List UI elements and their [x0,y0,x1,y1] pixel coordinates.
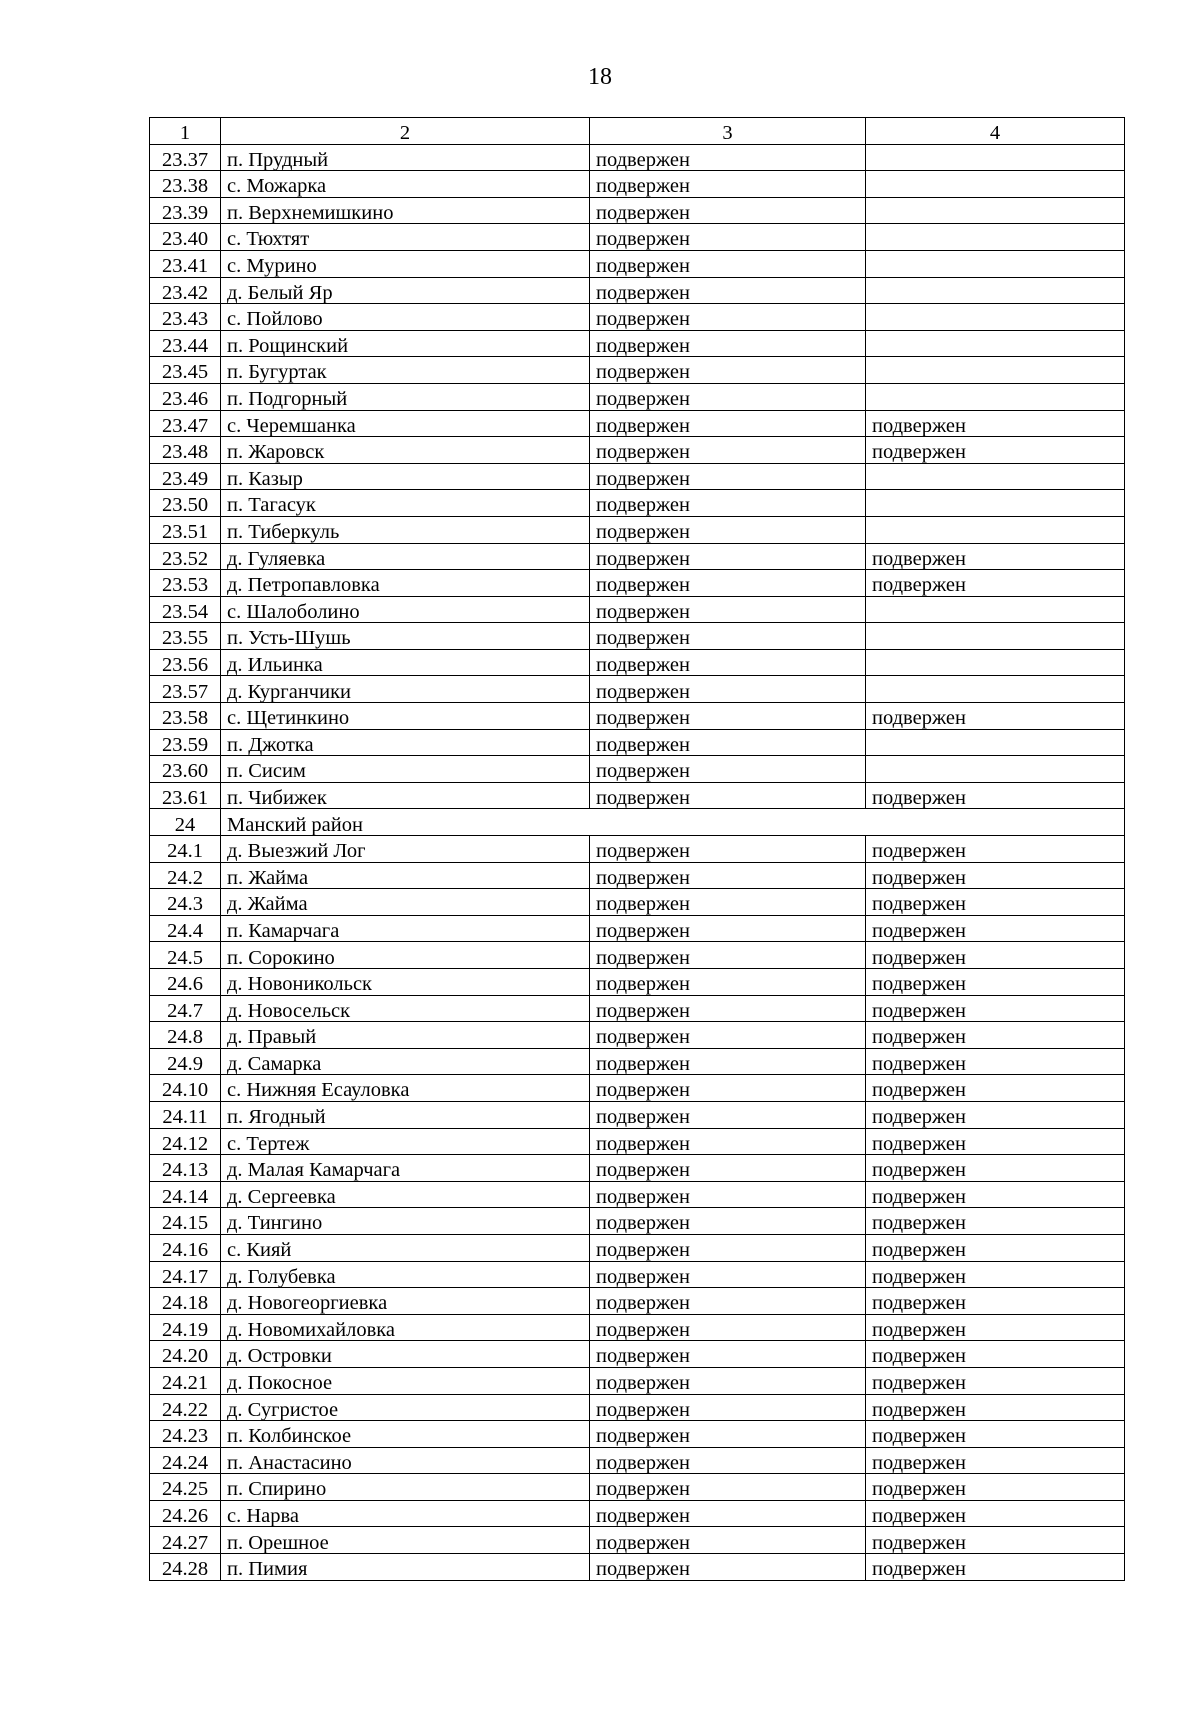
settlement-name-cell: п. Джотка [221,729,590,756]
column-3-status-cell: подвержен [590,596,866,623]
column-3-status-cell: подвержен [590,703,866,730]
table-row [150,1128,1125,1155]
row-number-cell: 23.61 [150,782,221,809]
table-row [150,1474,1125,1501]
settlement-name-cell: п. Сорокино [221,942,590,969]
table-row [150,144,1125,171]
row-number-cell: 24.1 [150,836,221,863]
settlement-name-cell: д. Новосельск [221,995,590,1022]
settlement-name-cell: с. Шалоболино [221,596,590,623]
column-3-status-cell: подвержен [590,649,866,676]
row-number-cell: 23.51 [150,516,221,543]
column-4-status-cell: подвержен [866,543,1125,570]
page-number: 18 [588,64,612,90]
row-number-cell: 24.24 [150,1447,221,1474]
column-4-status-cell: подвержен [866,1128,1125,1155]
table-row [150,1367,1125,1394]
column-4-status-cell: подвержен [866,1394,1125,1421]
settlement-name-cell: п. Сисим [221,756,590,783]
table-row [150,1341,1125,1368]
settlement-name-cell: п. Прудный [221,144,590,171]
settlement-name-cell: с. Можарка [221,171,590,198]
column-4-status-cell: подвержен [866,1261,1125,1288]
row-number-cell: 24.5 [150,942,221,969]
table-row [150,463,1125,490]
column-3-status-cell: подвержен [590,171,866,198]
row-number-cell: 24.16 [150,1234,221,1261]
settlement-name-cell: с. Черемшанка [221,410,590,437]
table-row [150,490,1125,517]
column-3-status-cell: подвержен [590,1500,866,1527]
settlement-name-cell: п. Колбинское [221,1421,590,1448]
row-number-cell: 24.3 [150,889,221,916]
row-number-cell: 24.17 [150,1261,221,1288]
column-4-status-cell: подвержен [866,437,1125,464]
column-3-status-cell: подвержен [590,1048,866,1075]
row-number-cell: 23.42 [150,277,221,304]
section-row [150,809,1125,836]
column-4-status-cell [866,250,1125,277]
row-number-cell: 24.9 [150,1048,221,1075]
settlement-name-cell: д. Ильинка [221,649,590,676]
column-4-status-cell: подвержен [866,1341,1125,1368]
table-row [150,942,1125,969]
settlements-table [149,117,1125,1581]
row-number-cell: 24.13 [150,1155,221,1182]
table-header-row [150,118,1125,145]
column-4-status-cell [866,330,1125,357]
table-row [150,889,1125,916]
settlement-name-cell: п. Анастасино [221,1447,590,1474]
table-row [150,330,1125,357]
column-3-status-cell: подвержен [590,729,866,756]
settlement-name-cell: п. Тагасук [221,490,590,517]
column-3-status-cell: подвержен [590,862,866,889]
row-number-cell: 24.20 [150,1341,221,1368]
settlement-name-cell: п. Тиберкуль [221,516,590,543]
row-number-cell: 23.46 [150,383,221,410]
column-3-status-cell: подвержен [590,1155,866,1182]
table-row [150,756,1125,783]
settlement-name-cell: д. Гуляевка [221,543,590,570]
column-3-status-cell: подвержен [590,1128,866,1155]
table-row [150,197,1125,224]
table-row [150,1394,1125,1421]
column-4-status-cell [866,649,1125,676]
column-3-status-cell: подвержен [590,1554,866,1581]
column-3-status-cell: подвержен [590,782,866,809]
settlement-name-cell: д. Новогеоргиевка [221,1288,590,1315]
column-4-status-cell: подвержен [866,1474,1125,1501]
settlement-name-cell: п. Подгорный [221,383,590,410]
row-number-cell: 23.52 [150,543,221,570]
row-number-cell: 23.55 [150,623,221,650]
settlement-name-cell: д. Курганчики [221,676,590,703]
column-4-status-cell: подвержен [866,1181,1125,1208]
table-row [150,1022,1125,1049]
column-header-4: 4 [866,118,1125,145]
row-number-cell: 24.10 [150,1075,221,1102]
table-row [150,570,1125,597]
column-3-status-cell: подвержен [590,1022,866,1049]
row-number-cell: 23.54 [150,596,221,623]
settlement-name-cell: п. Верхнемишкино [221,197,590,224]
table-row [150,1421,1125,1448]
column-3-status-cell: подвержен [590,1447,866,1474]
settlement-name-cell: д. Новоникольск [221,969,590,996]
settlement-name-cell: с. Нарва [221,1500,590,1527]
table-row [150,1314,1125,1341]
column-4-status-cell: подвержен [866,1421,1125,1448]
table-row [150,171,1125,198]
table-row [150,676,1125,703]
column-4-status-cell: подвержен [866,862,1125,889]
column-3-status-cell: подвержен [590,915,866,942]
row-number-cell: 23.49 [150,463,221,490]
column-header-3: 3 [590,118,866,145]
settlement-name-cell: д. Островки [221,1341,590,1368]
column-3-status-cell: подвержен [590,1421,866,1448]
column-header-1: 1 [150,118,221,145]
column-3-status-cell: подвержен [590,463,866,490]
column-4-status-cell [866,197,1125,224]
column-3-status-cell: подвержен [590,304,866,331]
table-row [150,357,1125,384]
settlement-name-cell: п. Пимия [221,1554,590,1581]
column-4-status-cell: подвержен [866,915,1125,942]
settlement-name-cell: п. Усть-Шушь [221,623,590,650]
settlement-name-cell: с. Тертеж [221,1128,590,1155]
column-4-status-cell: подвержен [866,1554,1125,1581]
table-row [150,543,1125,570]
table-row [150,250,1125,277]
table-row [150,437,1125,464]
table-row [150,1447,1125,1474]
column-4-status-cell: подвержен [866,1208,1125,1235]
table-row [150,1101,1125,1128]
column-4-status-cell: подвержен [866,969,1125,996]
column-4-status-cell: подвержен [866,1101,1125,1128]
table-row [150,1208,1125,1235]
column-4-status-cell: подвержен [866,836,1125,863]
row-number-cell: 24.12 [150,1128,221,1155]
row-number-cell: 24.23 [150,1421,221,1448]
column-3-status-cell: подвержен [590,756,866,783]
row-number-cell: 24.25 [150,1474,221,1501]
row-number-cell: 23.50 [150,490,221,517]
settlement-name-cell: д. Голубевка [221,1261,590,1288]
settlement-name-cell: д. Белый Яр [221,277,590,304]
settlement-name-cell: п. Жаровск [221,437,590,464]
column-3-status-cell: подвержен [590,969,866,996]
column-4-status-cell [866,304,1125,331]
row-number-cell: 23.38 [150,171,221,198]
column-4-status-cell [866,357,1125,384]
table-row [150,410,1125,437]
column-4-status-cell: подвержен [866,889,1125,916]
column-3-status-cell: подвержен [590,1367,866,1394]
column-4-status-cell [866,596,1125,623]
column-3-status-cell: подвержен [590,224,866,251]
column-3-status-cell: подвержен [590,676,866,703]
column-3-status-cell: подвержен [590,1341,866,1368]
table-row [150,1155,1125,1182]
column-3-status-cell: подвержен [590,410,866,437]
row-number-cell: 24.27 [150,1527,221,1554]
table-row [150,623,1125,650]
settlement-name-cell: д. Самарка [221,1048,590,1075]
table-row [150,782,1125,809]
table-row [150,304,1125,331]
settlement-name-cell: д. Сугристое [221,1394,590,1421]
settlement-name-cell: с. Мурино [221,250,590,277]
settlement-name-cell: п. Казыр [221,463,590,490]
settlement-name-cell: п. Бугуртак [221,357,590,384]
column-3-status-cell: подвержен [590,570,866,597]
column-3-status-cell: подвержен [590,623,866,650]
column-3-status-cell: подвержен [590,1101,866,1128]
table-row [150,862,1125,889]
column-3-status-cell: подвержен [590,836,866,863]
column-4-status-cell: подвержен [866,1314,1125,1341]
table-row [150,649,1125,676]
table-row [150,995,1125,1022]
column-3-status-cell: подвержен [590,1075,866,1102]
table-row [150,836,1125,863]
column-3-status-cell: подвержен [590,1181,866,1208]
settlement-name-cell: д. Жайма [221,889,590,916]
column-3-status-cell: подвержен [590,1527,866,1554]
row-number-cell: 23.40 [150,224,221,251]
settlement-name-cell: д. Сергеевка [221,1181,590,1208]
column-4-status-cell: подвержен [866,782,1125,809]
table-row [150,516,1125,543]
column-4-status-cell [866,383,1125,410]
table-row [150,383,1125,410]
row-number-cell: 24.19 [150,1314,221,1341]
column-4-status-cell: подвержен [866,570,1125,597]
column-4-status-cell [866,623,1125,650]
table-row [150,915,1125,942]
column-3-status-cell: подвержен [590,144,866,171]
settlement-name-cell: д. Петропавловка [221,570,590,597]
row-number-cell: 24.2 [150,862,221,889]
column-4-status-cell [866,729,1125,756]
column-4-status-cell: подвержен [866,1234,1125,1261]
column-4-status-cell [866,224,1125,251]
table-row [150,1075,1125,1102]
column-4-status-cell: подвержен [866,1155,1125,1182]
table-row [150,1288,1125,1315]
column-3-status-cell: подвержен [590,1234,866,1261]
column-3-status-cell: подвержен [590,250,866,277]
column-4-status-cell: подвержен [866,1048,1125,1075]
column-4-status-cell [866,144,1125,171]
row-number-cell: 23.37 [150,144,221,171]
row-number-cell: 24.26 [150,1500,221,1527]
column-3-status-cell: подвержен [590,942,866,969]
column-3-status-cell: подвержен [590,383,866,410]
row-number-cell: 24.21 [150,1367,221,1394]
row-number-cell: 23.47 [150,410,221,437]
row-number-cell: 23.45 [150,357,221,384]
settlement-name-cell: д. Новомихайловка [221,1314,590,1341]
row-number-cell: 23.56 [150,649,221,676]
column-3-status-cell: подвержен [590,1314,866,1341]
table-row [150,1234,1125,1261]
column-4-status-cell [866,676,1125,703]
table-row [150,703,1125,730]
row-number-cell: 24.11 [150,1101,221,1128]
column-3-status-cell: подвержен [590,516,866,543]
row-number-cell: 24.15 [150,1208,221,1235]
table-body [150,118,1125,1581]
row-number-cell: 24.8 [150,1022,221,1049]
row-number-cell: 24.14 [150,1181,221,1208]
column-4-status-cell: подвержен [866,703,1125,730]
column-3-status-cell: подвержен [590,357,866,384]
row-number-cell: 23.48 [150,437,221,464]
column-3-status-cell: подвержен [590,1261,866,1288]
row-number-cell: 23.43 [150,304,221,331]
section-title: Манский район [221,809,1125,836]
column-3-status-cell: подвержен [590,437,866,464]
table-row [150,224,1125,251]
row-number-cell: 24.6 [150,969,221,996]
table-row [150,1554,1125,1581]
column-4-status-cell: подвержен [866,410,1125,437]
table-row [150,729,1125,756]
row-number-cell: 24.22 [150,1394,221,1421]
column-4-status-cell: подвержен [866,1367,1125,1394]
column-3-status-cell: подвержен [590,197,866,224]
row-number-cell: 23.60 [150,756,221,783]
column-4-status-cell: подвержен [866,1500,1125,1527]
table-row [150,277,1125,304]
column-3-status-cell: подвержен [590,330,866,357]
table-row [150,596,1125,623]
settlement-name-cell: с. Тюхтят [221,224,590,251]
column-4-status-cell: подвержен [866,942,1125,969]
row-number-cell: 23.58 [150,703,221,730]
table-row [150,1261,1125,1288]
settlement-name-cell: д. Малая Камарчага [221,1155,590,1182]
table-row [150,1181,1125,1208]
row-number-cell: 24.7 [150,995,221,1022]
column-4-status-cell [866,171,1125,198]
column-3-status-cell: подвержен [590,543,866,570]
settlement-name-cell: д. Правый [221,1022,590,1049]
settlement-name-cell: д. Покосное [221,1367,590,1394]
table-row [150,1048,1125,1075]
column-header-2: 2 [221,118,590,145]
row-number-cell: 24.28 [150,1554,221,1581]
column-3-status-cell: подвержен [590,995,866,1022]
column-3-status-cell: подвержен [590,277,866,304]
row-number-cell: 23.44 [150,330,221,357]
settlement-name-cell: п. Чибижек [221,782,590,809]
table-row [150,1500,1125,1527]
column-4-status-cell [866,756,1125,783]
column-4-status-cell [866,490,1125,517]
settlement-name-cell: с. Щетинкино [221,703,590,730]
column-4-status-cell: подвержен [866,1075,1125,1102]
column-3-status-cell: подвержен [590,1394,866,1421]
column-4-status-cell: подвержен [866,1447,1125,1474]
settlement-name-cell: д. Тингино [221,1208,590,1235]
row-number-cell: 24.18 [150,1288,221,1315]
row-number-cell: 23.57 [150,676,221,703]
table-row [150,969,1125,996]
column-3-status-cell: подвержен [590,1288,866,1315]
settlement-name-cell: п. Жайма [221,862,590,889]
settlement-name-cell: п. Орешное [221,1527,590,1554]
column-3-status-cell: подвержен [590,490,866,517]
column-4-status-cell: подвержен [866,1288,1125,1315]
row-number-cell: 23.53 [150,570,221,597]
row-number-cell: 23.59 [150,729,221,756]
column-4-status-cell [866,463,1125,490]
column-4-status-cell: подвержен [866,1022,1125,1049]
settlement-name-cell: с. Пойлово [221,304,590,331]
settlement-name-cell: с. Нижняя Есауловка [221,1075,590,1102]
column-4-status-cell: подвержен [866,995,1125,1022]
row-number-cell: 24.4 [150,915,221,942]
settlement-name-cell: п. Ягодный [221,1101,590,1128]
settlement-name-cell: д. Выезжий Лог [221,836,590,863]
settlement-name-cell: п. Спирино [221,1474,590,1501]
row-number-cell: 23.41 [150,250,221,277]
column-3-status-cell: подвержен [590,1208,866,1235]
column-3-status-cell: подвержен [590,889,866,916]
column-4-status-cell [866,277,1125,304]
row-number-cell: 23.39 [150,197,221,224]
section-number: 24 [150,809,221,836]
column-4-status-cell: подвержен [866,1527,1125,1554]
settlement-name-cell: с. Кияй [221,1234,590,1261]
column-4-status-cell [866,516,1125,543]
settlement-name-cell: п. Рощинский [221,330,590,357]
table-row [150,1527,1125,1554]
column-3-status-cell: подвержен [590,1474,866,1501]
settlement-name-cell: п. Камарчага [221,915,590,942]
